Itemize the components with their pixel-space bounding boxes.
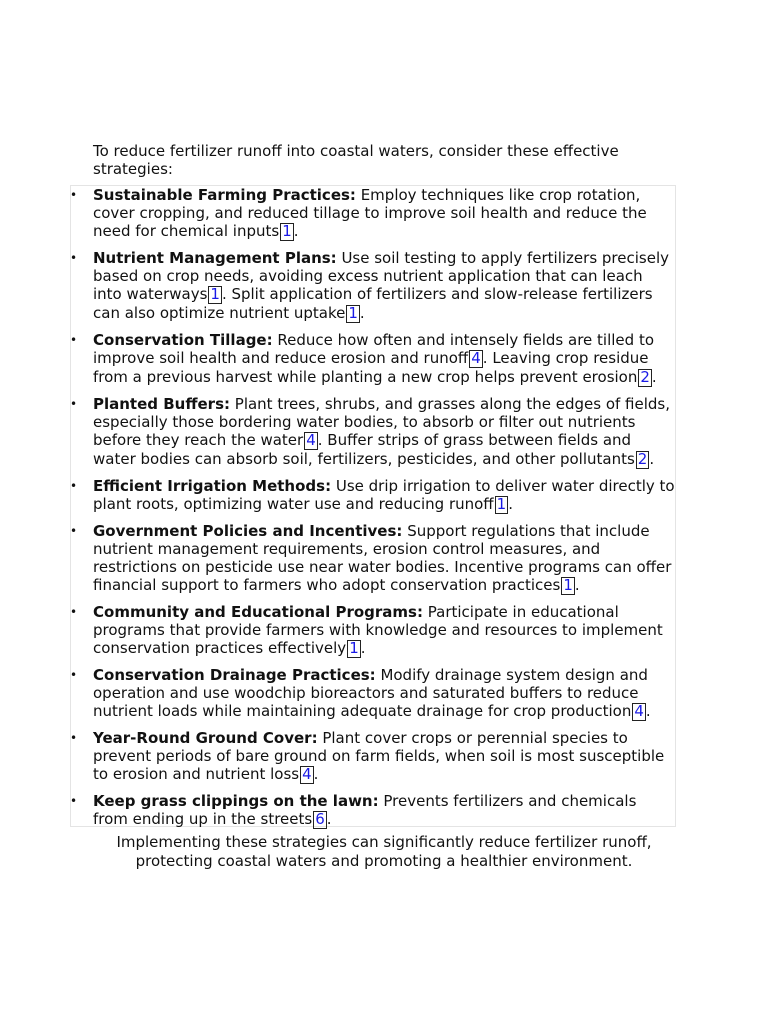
list-item: • Sustainable Farming Practices: Employ techniques like crop rotation, cover cropping, and reduced tillage to improve soil health and reduce the need for chemical inputs 1 . (70, 186, 647, 240)
item-title: Nutrient Management Plans: (93, 249, 337, 267)
citation-link[interactable]: 1 (210, 285, 220, 303)
bullet-icon: • (70, 524, 78, 538)
item-title: Keep grass clippings on the lawn: (93, 792, 379, 810)
bullet-icon: • (70, 605, 78, 619)
item-text: Participate in educational programs that provide farmers with knowledge and resources to implement conservation practices effectively (93, 603, 663, 657)
item-text: Modify drainage system design and operation and use woodchip bioreactors and saturated buffers to reduce nutrient loads while maintaining adequate drainage for crop production (93, 666, 648, 720)
item-text: . Buffer strips of grass between fields and water bodies can absorb soil, fertilizers, pesticides, and other pollutants (93, 431, 635, 468)
bullet-icon: • (70, 251, 78, 265)
citation-link[interactable]: 1 (496, 495, 507, 513)
bullet-icon: • (70, 479, 78, 493)
citation-link[interactable]: 2 (640, 368, 650, 386)
item-title: Sustainable Farming Practices: (93, 186, 356, 204)
list-item: • Planted Buffers: Plant trees, shrubs, and grasses along the edges of fields, especially those bordering water bodies, to absorb or filter out nutrients before they reach the water 4 . Buffer strips of grass between fields and water bodies can absorb soil, fertilizers, pesticides, and other pollutants 2 . (70, 395, 671, 468)
item-title: Year-Round Ground Cover: (93, 729, 318, 747)
item-text: . Leaving crop residue from a previous harvest while planting a new crop helps prevent erosion (93, 349, 649, 386)
item-title: Government Policies and Incentives: (93, 522, 403, 540)
citation-link[interactable]: 4 (306, 431, 316, 449)
item-text: Reduce how often and intensely fields are tilled to improve soil health and reduce erosion and runoff (93, 331, 654, 367)
item-title: Community and Educational Programs: (93, 603, 423, 621)
citation-link[interactable]: 4 (471, 349, 481, 367)
list-item: • Government Policies and Incentives: Support regulations that include nutrient management requirements, erosion control measures, and restrictions on pesticide use near water bodies. Incentive programs can offer financial support to farmers who adopt conservation practices 1 . (70, 522, 672, 594)
bullet-icon: • (70, 731, 78, 745)
list-item: • Community and Educational Programs: Participate in educational programs that provide farmers with knowledge and resources to implement conservation practices effectively 1 . (70, 603, 663, 657)
citation-link[interactable]: 1 (282, 222, 292, 240)
item-text: Prevents fertilizers and chemicals from ending up in the streets (93, 792, 637, 828)
list-item: • Nutrient Management Plans: Use soil testing to apply fertilizers precisely based on crop needs, avoiding excess nutrient application that can leach into waterways 1 . Split application of fertilizers and slow-release fertilizers can also optimize nutrient uptake 1 . (70, 249, 669, 322)
item-text: Plant cover crops or perennial species to prevent periods of bare ground on farm fields, when soil is most susceptible to erosion and nutrient loss (93, 729, 665, 783)
item-title: Efficient Irrigation Methods: (93, 477, 332, 495)
list-item: • Conservation Tillage: Reduce how often and intensely fields are tilled to improve soil health and reduce erosion and runoff 4 . Leaving crop residue from a previous harvest while planting a new crop helps prevent erosion 2 . (70, 331, 657, 386)
item-text: Employ techniques like crop rotation, cover cropping, and reduced tillage to improve soil health and reduce the need for chemical inputs (93, 186, 647, 240)
bullet-icon: • (70, 188, 78, 202)
list-item: • Keep grass clippings on the lawn: Prevents fertilizers and chemicals from ending up in the streets 6 . (70, 792, 637, 828)
closing-paragraph: Implementing these strategies can significantly reduce fertilizer runoff, protecting coastal waters and promoting a healthier environment. (116, 833, 652, 870)
list-item: • Year-Round Ground Cover: Plant cover crops or perennial species to prevent periods of bare ground on farm fields, when soil is most susceptible to erosion and nutrient loss 4 . (70, 729, 665, 783)
item-title: Planted Buffers: (93, 395, 230, 413)
item-text: Use drip irrigation to deliver water directly to plant roots, optimizing water use and reducing runoff (93, 477, 675, 513)
list-item: • Efficient Irrigation Methods: Use drip irrigation to deliver water directly to plant roots, optimizing water use and reducing runoff 1 . (70, 477, 675, 513)
list-item: • Conservation Drainage Practices: Modify drainage system design and operation and use woodchip bioreactors and saturated buffers to reduce nutrient loads while maintaining adequate drainage for crop production 4 . (70, 666, 651, 720)
item-text: . Split application of fertilizers and slow-release fertilizers can also optimize nutrient uptake (93, 285, 653, 322)
bullet-icon: • (70, 397, 78, 411)
item-text: Use soil testing to apply fertilizers precisely based on crop needs, avoiding excess nutrient application that can leach into waterways (93, 249, 669, 303)
bullet-icon: • (70, 668, 78, 682)
strategy-list (70, 185, 676, 827)
citation-link[interactable]: 6 (315, 810, 325, 828)
item-title: Conservation Tillage: (93, 331, 273, 349)
citation-link[interactable]: 4 (634, 702, 644, 720)
bullet-icon: • (70, 794, 78, 808)
bullet-icon: • (70, 333, 78, 347)
citation-link[interactable]: 2 (637, 450, 648, 468)
citation-link[interactable]: 4 (302, 765, 312, 783)
citation-link[interactable]: 1 (349, 639, 359, 657)
item-text: Support regulations that include nutrient management requirements, erosion control measures, and restrictions on pesticide use near water bodies. Incentive programs can offer financial support to farmers who adopt conservation practices (93, 522, 672, 594)
item-title: Conservation Drainage Practices: (93, 666, 376, 684)
item-text: Plant trees, shrubs, and grasses along the edges of fields, especially those bordering water bodies, to absorb or filter out nutrients before they reach the water (93, 395, 671, 449)
citation-link[interactable]: 1 (563, 576, 573, 594)
citation-link[interactable]: 1 (348, 304, 358, 322)
intro-paragraph: To reduce fertilizer runoff into coastal waters, consider these effective strategies: (93, 142, 619, 178)
